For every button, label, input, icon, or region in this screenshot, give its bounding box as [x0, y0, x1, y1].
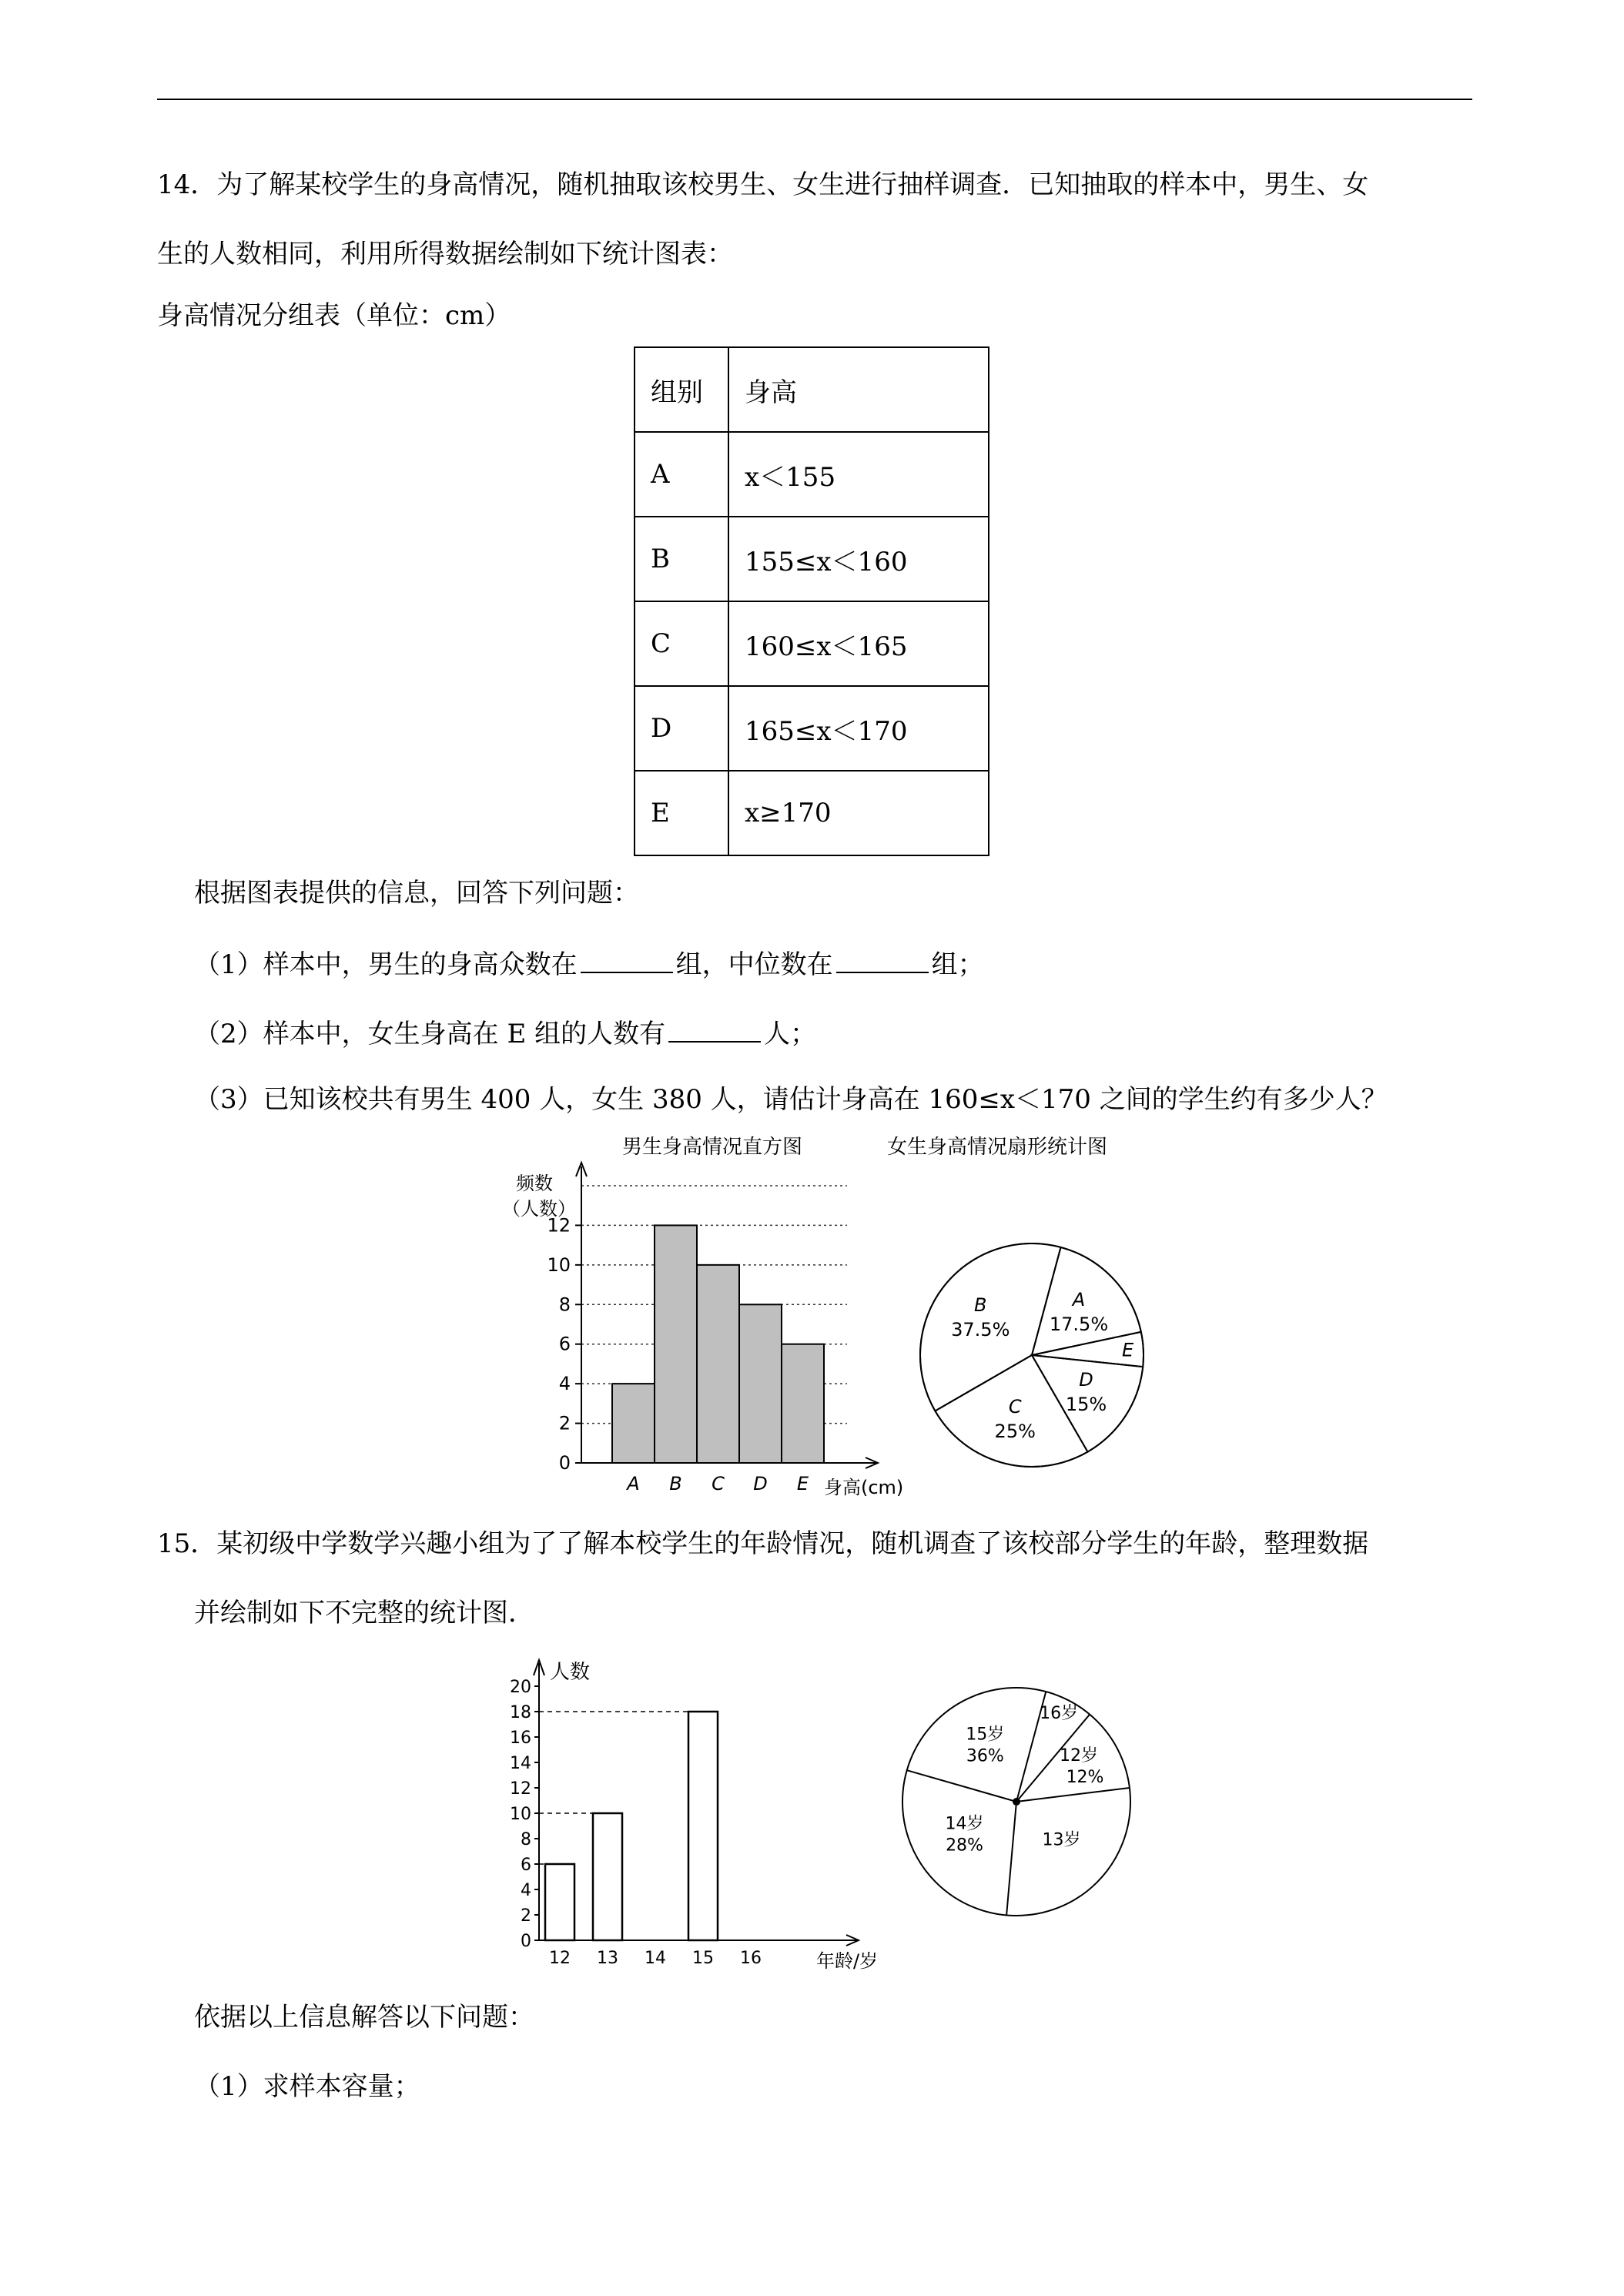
bar	[545, 1864, 574, 1940]
y-tick-label: 18	[510, 1703, 531, 1722]
q14-sub2-text-a: （2）样本中，女生身高在 E 组的人数有	[194, 1019, 666, 1049]
q14-sub1-text-c: 组；	[931, 949, 984, 980]
bar	[688, 1712, 718, 1940]
pie-slice-label: 15岁	[966, 1725, 1005, 1745]
pie-slice-percent: 12%	[1066, 1767, 1104, 1787]
q15-sub1: （1）求样本容量；	[194, 2071, 420, 2102]
table-cell: B	[635, 517, 728, 601]
chart-title: 男生身高情况直方图	[621, 1136, 803, 1159]
table-cell: x≥170	[728, 771, 989, 855]
q15-intro-line1: 15．某初级中学数学兴趣小组为了了解本校学生的年龄情况，随机调查了该校部分学生的年龄，整理数据	[157, 1528, 1369, 1559]
q14-sub2	[194, 1016, 816, 1049]
q14-sub1-text-a: （1）样本中，男生的身高众数在	[194, 949, 578, 980]
y-tick-label: 16	[510, 1729, 531, 1748]
pie-slice-label: 14岁	[945, 1814, 984, 1834]
x-tick-label: A	[627, 1473, 640, 1494]
table-row	[635, 601, 989, 686]
table-cell: 160≤x＜165	[728, 601, 989, 686]
q15-intro-line2: 并绘制如下不完整的统计图．	[194, 1598, 534, 1628]
table-cell: 155≤x＜160	[728, 517, 989, 601]
x-axis-label: 身高(cm)	[824, 1477, 904, 1498]
header-rule	[157, 99, 1472, 100]
chart-title: 女生身高情况扇形统计图	[886, 1136, 1108, 1159]
pie-slice-percent: 15%	[1065, 1393, 1107, 1415]
pie-slice-label: A	[1072, 1289, 1086, 1311]
y-tick-label: 6	[558, 1333, 571, 1355]
table-row	[635, 432, 989, 517]
table-header-cell: 身高	[728, 347, 989, 432]
pie-slice-label: D	[1079, 1368, 1093, 1391]
pie-slice-label: 12岁	[1060, 1745, 1099, 1766]
histogram-bar	[782, 1344, 824, 1463]
q14-sub1-text-b: 组，中位数在	[675, 949, 833, 980]
table-cell: 165≤x＜170	[728, 686, 989, 771]
y-tick-label: 10	[510, 1805, 531, 1824]
table-row	[635, 771, 989, 855]
bar	[593, 1813, 622, 1940]
y-tick-label: 2	[558, 1412, 571, 1434]
q14-sub1	[194, 947, 984, 980]
answer-blank[interactable]	[836, 947, 929, 973]
pie-slice-percent: 28%	[946, 1836, 983, 1856]
x-tick-label: C	[712, 1473, 725, 1494]
pie-slice-percent: 17.5%	[1049, 1314, 1109, 1336]
q14-sub3: （3）已知该校共有男生 400 人，女生 380 人，请估计身高在 160≤x＜170 之间的学生约有多少人？	[194, 1084, 1388, 1115]
table-row	[635, 686, 989, 771]
table-row	[635, 517, 989, 601]
answer-blank[interactable]	[668, 1016, 761, 1043]
table-cell: A	[635, 432, 728, 517]
x-tick-label: E	[796, 1473, 809, 1494]
pie-slice-percent: 36%	[966, 1746, 1004, 1766]
x-tick-label: 15	[692, 1949, 714, 1968]
pie-slice-percent: 25%	[994, 1421, 1036, 1443]
x-tick-label: 13	[597, 1949, 618, 1968]
table-header-cell: 组别	[635, 347, 728, 432]
y-tick-label: 6	[521, 1856, 531, 1875]
y-tick-label: 0	[521, 1932, 531, 1951]
histogram-bar	[739, 1304, 782, 1463]
table-cell: x＜155	[728, 432, 989, 517]
pie-slice-label: 13岁	[1042, 1830, 1081, 1850]
histogram-bar	[612, 1384, 655, 1463]
y-tick-label: 0	[558, 1452, 571, 1474]
q14-sub2-text-b: 人；	[764, 1019, 817, 1049]
y-axis-label: 人数	[550, 1661, 591, 1684]
pie-slice-label: 16岁	[1040, 1703, 1079, 1723]
pie-center-dot	[1013, 1798, 1020, 1806]
q15-prompt: 依据以上信息解答以下问题：	[194, 2002, 534, 2033]
histogram-bar	[655, 1225, 697, 1463]
x-tick-label: 16	[740, 1949, 762, 1968]
table-header-row	[635, 347, 989, 432]
y-tick-label: 4	[558, 1373, 571, 1395]
y-tick-label: 20	[510, 1678, 531, 1697]
y-axis-label: （人数）	[502, 1198, 576, 1220]
y-tick-label: 4	[521, 1881, 531, 1900]
histogram-bar	[697, 1265, 739, 1463]
answer-blank[interactable]	[581, 947, 673, 973]
q14-intro-line2: 生的人数相同，利用所得数据绘制如下统计图表：	[157, 239, 733, 269]
table-cell: E	[635, 771, 728, 855]
girls-height-pie-chart	[855, 1132, 1147, 1509]
x-tick-label: 14	[645, 1949, 666, 1968]
x-tick-label: D	[753, 1473, 768, 1494]
y-tick-label: 8	[521, 1830, 531, 1849]
x-tick-label: 12	[549, 1949, 571, 1968]
y-tick-label: 8	[558, 1294, 571, 1316]
pie-slice-label: E	[1121, 1339, 1134, 1361]
table-cell: C	[635, 601, 728, 686]
height-group-table	[634, 346, 989, 856]
y-tick-label: 2	[521, 1906, 531, 1926]
table-cell: D	[635, 686, 728, 771]
y-tick-label: 10	[547, 1253, 571, 1276]
pie-slice-percent: 37.5%	[951, 1318, 1010, 1340]
q14-prompt: 根据图表提供的信息，回答下列问题：	[194, 878, 639, 909]
pie-slice-label: B	[974, 1294, 987, 1316]
age-bar-chart	[477, 1640, 909, 1986]
y-tick-label: 12	[547, 1214, 571, 1237]
y-tick-label: 12	[510, 1779, 531, 1799]
y-tick-label: 14	[510, 1754, 531, 1773]
y-axis-label: 频数	[516, 1173, 553, 1194]
x-tick-label: B	[669, 1473, 682, 1494]
q14-intro-line1: 14．为了解某校学生的身高情况，随机抽取该校男生、女生进行抽样调查．已知抽取的样本中，男生、女	[157, 169, 1369, 200]
x-axis-label: 年龄/岁	[816, 1950, 879, 1972]
age-pie-chart	[893, 1678, 1147, 1925]
pie-slice-label: C	[1008, 1396, 1022, 1418]
q14-table-caption: 身高情况分组表（单位：cm）	[157, 300, 511, 331]
